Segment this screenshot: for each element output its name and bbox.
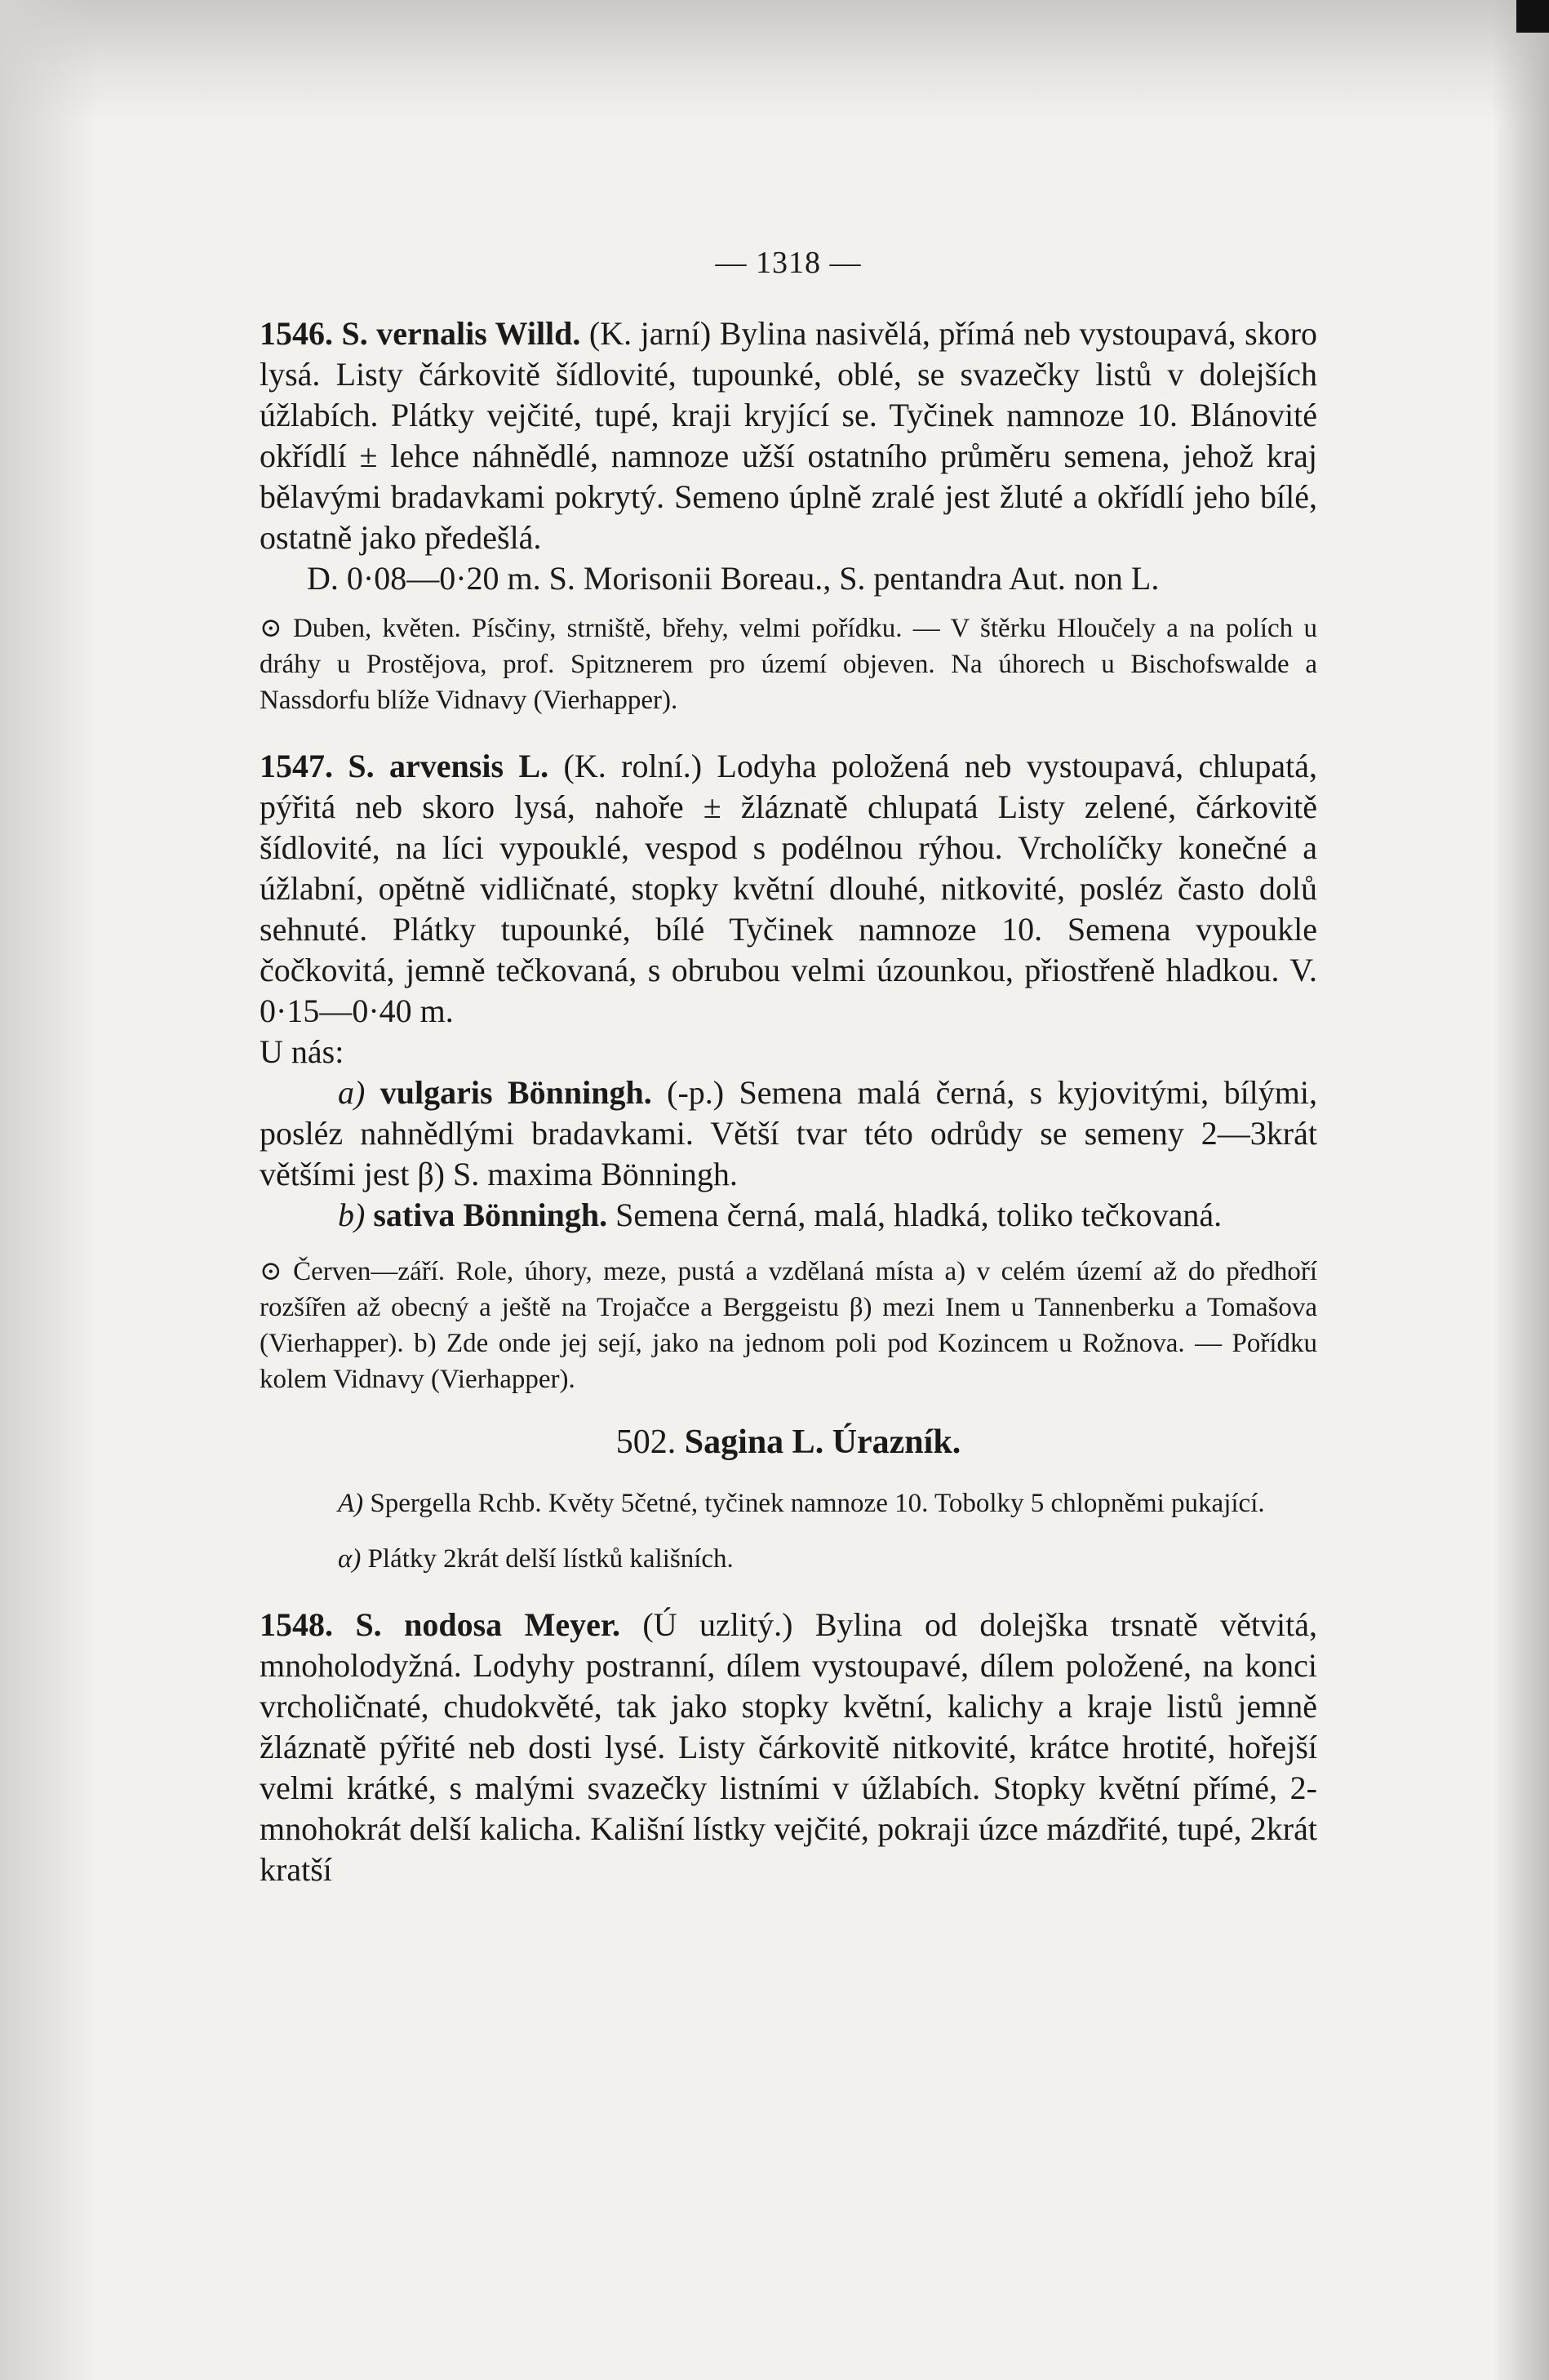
section-text: Spergella Rchb. Květy 5četné, tyčinek namnoze 10. Tobolky 5 chlopněmi pukající. — [370, 1489, 1265, 1518]
book-page — [260, 245, 1317, 1890]
description: (Ú uzlitý.) Bylina od dolejška trsnatě větvitá, mnoholodyžná. Lodyhy postranní, dílem vystoupavé, dílem položené, na konci vrcholičnaté, chudokvěté, tak jako stopky květní, kalichy a kraje listů jemně žláznatě pýřité neb dosti lysé. Listy čárkovitě nitkovité, krátce hrotité, hořejší velmi krátké, s malými svazečky listními v úžlabích. Stopky květní přímé, 2-mnohokrát delší kalicha. Kališní lístky vejčité, pokraji úzce mázdřité, tupé, 2krát kratší — [260, 1606, 1318, 1888]
scan-corner-mark — [1516, 0, 1549, 33]
species-name: S. nodosa Meyer. — [355, 1606, 620, 1643]
entry-1548 — [260, 1605, 1317, 1890]
variety-name: sativa Bönningh. — [373, 1197, 608, 1233]
scan-shadow-top — [0, 0, 1549, 122]
variety-label: a) — [338, 1074, 366, 1111]
entry-1547 — [260, 746, 1317, 1032]
entry-number: 1546. — [260, 315, 333, 352]
page-number: — 1318 — — [715, 246, 862, 280]
note-1546: ⊙ Duben, květen. Písčiny, strniště, břehy, velmi pořídku. — V štěrku Hloučely a na polích u dráhy u Prostějova, prof. Spitznerem pro území objeven. Na úhorech u Bischofswalde a Nassdorfu blíže Vidnavy (Vierhapper). — [260, 614, 1317, 715]
subsection-alpha — [260, 1541, 1317, 1577]
section-label: A) — [338, 1489, 364, 1518]
variety-b — [260, 1195, 1317, 1236]
variety-label: b) — [338, 1197, 366, 1233]
note-1547: ⊙ Červen—září. Role, úhory, meze, pustá a vzdělaná místa a) v celém území až do předhoří rozšířen až obecný a ještě na Trojačce a Berggeistu β) mezi Inem u Tannenberku a Tomašova (Vierhapper). b) Zde onde jej sejí, jako na jednom poli pod Kozincem u Rožnova. — Pořídku kolem Vidnavy (Vierhapper). — [260, 1257, 1317, 1394]
genus-number: 502. — [615, 1423, 677, 1461]
species-name: S. vernalis Willd. — [341, 315, 581, 352]
section-a — [260, 1485, 1317, 1521]
description: (K. rolní.) Lodyha položená neb vystoupavá, chlupatá, pýřitá neb skoro lysá, nahoře ± žláznatě chlupatá Listy zelené, čárkovitě šídlovité, na líci vypouklé, vespod s podélnou rýhou. Vrcholíčky konečné a úžlabní, opětně vidličnaté, stopky květní dlouhé, nitkovité, posléz často dolů sehnuté. Plátky tupounké, bílé Tyčinek namnoze 10. Semena vypoukle čočkovitá, jemně tečkovaná, s obrubou velmi úzounkou, přiostřeně hladkou. V. 0·15—0·40 m. — [260, 748, 1318, 1029]
genus-heading — [260, 1422, 1317, 1463]
u-nas-label: U nás: — [260, 1033, 344, 1070]
subsection-text: Plátky 2krát delší lístků kališních. — [367, 1544, 734, 1574]
spacer — [260, 1577, 1317, 1605]
spacer — [260, 718, 1317, 746]
entry-1546 — [260, 313, 1317, 558]
description: (K. jarní) Bylina nasivělá, přímá neb vystoupavá, skoro lysá. Listy čárkovitě šídlovité, tupounké, oblé, se svazečky listů v dolejších úžlabích. Plátky vejčité, tupé, kraji kryjící se. Tyčinek namnoze 10. Blánovité okřídlí ± lehce náhnědlé, namnoze užší ostatního průměru semena, jehož kraj bělavými bradavkami pokrytý. Semeno úplně zralé jest žluté a okřídlí jeho bílé, ostatně jako předešlá. — [260, 315, 1318, 556]
variety-name: vulgaris Bönningh. — [379, 1074, 652, 1111]
variety-text: (-p.) Semena malá černá, s kyjovitými, bílými, posléz nahnědlými bradavkami. Větší tvar této odrůdy se semeny 2—3krát většími jest β) S. maxima Bönningh. — [260, 1074, 1318, 1192]
entry-number: 1548. — [260, 1606, 333, 1643]
scan-shadow-right — [1492, 0, 1549, 2380]
genus-name: Sagina L. Úrazník. — [684, 1423, 961, 1461]
subsection-label: α) — [338, 1544, 362, 1574]
species-name: S. arvensis L. — [348, 748, 549, 784]
scan-shadow-left — [0, 0, 98, 2380]
variety-a — [260, 1072, 1317, 1195]
variety-text: Semena černá, malá, hladká, toliko tečkovaná. — [615, 1197, 1223, 1233]
measure-1546: D. 0·08—0·20 m. S. Morisonii Boreau., S. pentandra Aut. non L. — [307, 560, 1160, 597]
entry-number: 1547. — [260, 748, 333, 784]
